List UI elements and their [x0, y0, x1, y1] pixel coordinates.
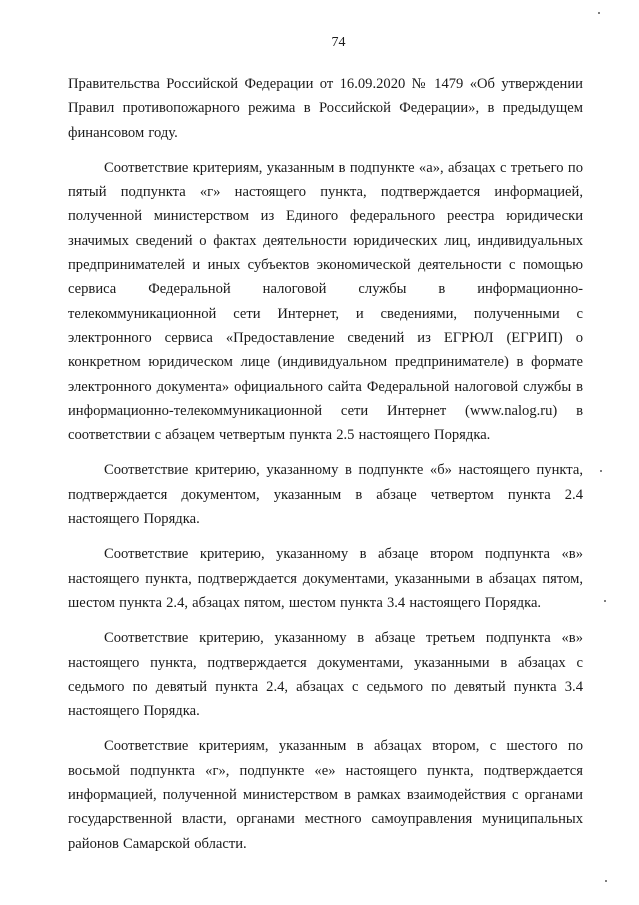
scan-speck [605, 880, 607, 882]
paragraph-continuation: Правительства Российской Федерации от 16.09.2020 № 1479 «Об утверждении Правил противопожарного режима в Российской Федерации», в предыдущем финансовом году. [68, 76, 583, 141]
page-number: 74 [331, 35, 346, 50]
scan-speck [598, 12, 600, 14]
paragraph-criteria-b: Соответствие критерию, указанному в подпункте «б» настоящего пункта, подтверждается документом, указанным в абзаце четвертом пункта 2.4 настоящего Порядка. [68, 462, 583, 528]
paragraph-criteria-a: Соответствие критериям, указанным в подпункте «а», абзацах с третьего по пятый подпункта «г» настоящего пункта, подтверждается информацией, полученной министерством из Единого федерального реестра юридически значимых сведений о фактах деятельности юридических лиц, индивидуальных предпринимателей и иных субъектов экономической деятельности с помощью сервиса Федеральной налоговой службы в информационно-телекоммуникационной сети Интернет, и сведениями, полученными с электронного сервиса «Предоставление сведений из ЕГРЮЛ (ЕГРИП) о конкретном юридическом лице (индивидуальном предпринимателе) в формате электронного документа» официального сайта Федеральной налоговой службы в информационно-телекоммуникационной сети Интернет (www.nalog.ru) в соответствии с абзацем четвертым пункта 2.5 настоящего Порядка. [68, 159, 583, 444]
paragraph-criteria-v-third: Соответствие критерию, указанному в абзаце третьем подпункта «в» настоящего пункта, подтверждается документами, указанными в абзацах с седьмого по девятый пункта 2.4, абзацах с седьмого по девятый пункта 3.4 настоящего Порядка. [68, 630, 583, 720]
scan-speck [600, 470, 602, 472]
paragraph-criteria-g-e: Соответствие критериям, указанным в абзацах втором, с шестого по восьмой подпункта «г», подпункте «е» настоящего пункта, подтверждается информацией, полученной министерством в рамках взаимодействия с органами государственной власти, органами местного самоуправления муниципальных районов Самарской области. [68, 738, 583, 852]
scan-speck [604, 600, 606, 602]
paragraph-criteria-v-second: Соответствие критерию, указанному в абзаце втором подпункта «в» настоящего пункта, подтверждается документами, указанными в абзацах пятом, шестом пункта 2.4, абзацах пятом, шестом пункта 3.4 настоящего Порядка. [68, 546, 583, 611]
